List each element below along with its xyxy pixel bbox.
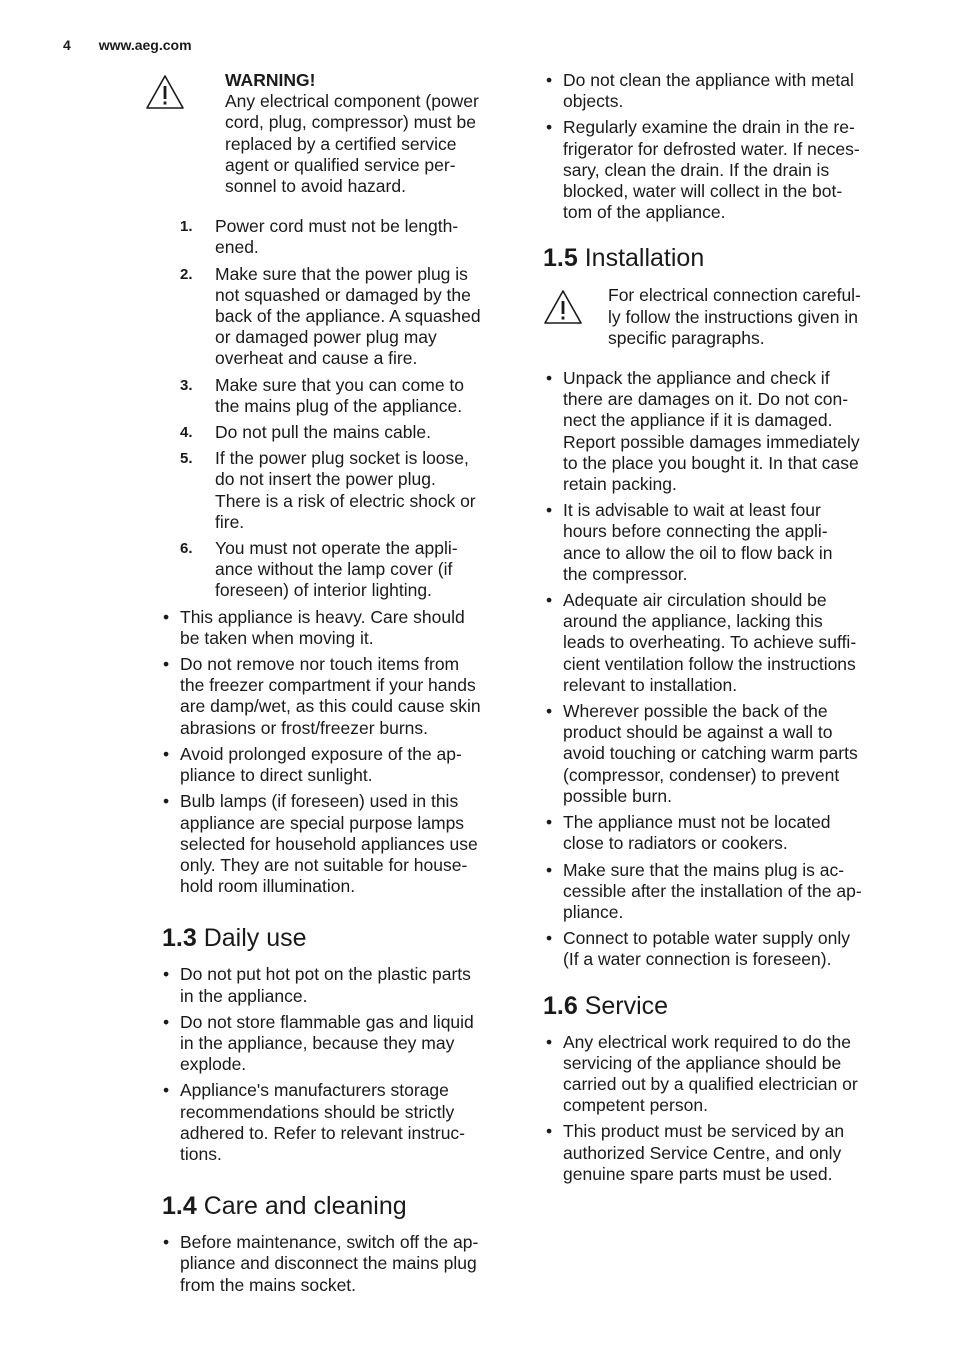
text-line: ened. [215,237,259,258]
text-line: Make sure that you can come to [215,374,465,395]
text-line: there are damages on it. Do not con- [563,389,849,410]
text-line: back of the appliance. A squashed [215,306,481,327]
bullet-icon: • [163,606,170,627]
text-line: Make sure that the power plug is [215,263,468,284]
list-item [543,928,903,970]
text-line: tom of the appliance. [563,202,726,223]
item-number: 3. [180,376,193,394]
text-line: or damaged power plug may [215,327,437,348]
text-line: frigerator for defrosted water. If neces- [563,138,860,159]
installation-note [608,285,861,349]
warning-title: WARNING! [225,70,316,90]
text-line: the compressor. [563,563,688,584]
item-number: 4. [180,424,193,442]
bullet-icon: • [546,859,553,880]
text-line: Bulb lamps (if foreseen) used in this [180,791,459,812]
list-item [145,1012,515,1076]
bullet-icon: • [163,1232,170,1253]
bullet-icon: • [163,743,170,764]
text-line: hold room illumination. [180,876,356,897]
text-line: objects. [563,91,624,112]
page-number: 4 [63,37,71,53]
list-item [145,791,515,897]
text-line: foreseen) of interior lighting. [215,580,432,601]
text-line: Do not pull the mains cable. [215,422,431,443]
text-line: are damp/wet, as this could cause skin [180,696,481,717]
text-line: Avoid prolonged exposure of the ap- [180,743,462,764]
bullet-icon: • [163,964,170,985]
list-item [145,654,515,739]
section-heading-service: 1.6 Service [543,991,669,1020]
text-line: Make sure that the mains plug is ac- [563,859,845,880]
text-line: avoid touching or catching warm parts [563,743,858,764]
text-line: tions. [180,1143,222,1164]
list-item [145,1080,515,1165]
text-line: fire. [215,511,245,532]
text-line: the mains plug of the appliance. [215,395,463,416]
warning-block [145,70,515,197]
text-line: specific paragraphs. [608,327,765,348]
section-heading-daily-use: 1.3 Daily use [162,924,307,953]
list-item [543,70,903,112]
numbered-item [145,538,515,602]
installation-list [543,368,903,970]
numbered-item [145,264,515,370]
text-line: Do not put hot pot on the plastic parts [180,964,471,985]
text-line: Do not store flammable gas and liquid [180,1011,474,1032]
text-line: relevant to installation. [563,674,738,695]
bullet-icon: • [546,70,553,90]
bullet-icon: • [546,928,553,949]
numbered-item [145,375,515,417]
item-number: 2. [180,265,193,283]
list-item [543,500,903,585]
text-line: replaced by a certified service [225,133,457,154]
text-line: Wherever possible the back of the [563,701,828,722]
text-line: cient ventilation follow the instructions [563,653,856,674]
text-line: Do not remove nor touch items from [180,654,460,675]
list-item [543,812,903,854]
page-header [63,37,192,53]
text-line: product should be against a wall to [563,722,833,743]
text-line: explode. [180,1054,247,1075]
bullet-icon: • [546,812,553,833]
warning-triangle-icon [543,285,608,349]
numbered-item [145,448,515,533]
cleaning-list [543,70,903,223]
bullet-icon: • [546,117,553,138]
bullet-icon: • [163,791,170,812]
list-item [145,607,515,649]
text-line: recommendations should be strictly [180,1101,455,1122]
list-item [145,1232,515,1296]
list-item [543,117,903,223]
text-line: Any electrical component (power [225,91,479,112]
text-line: possible burn. [563,785,672,806]
text-line: cessible after the installation of the ap- [563,880,862,901]
list-item [543,590,903,696]
text-line: pliance to direct sunlight. [180,765,373,786]
text-line: It is advisable to wait at least four [563,500,821,521]
text-line: Do not clean the appliance with metal [563,70,854,90]
list-item [543,1032,903,1117]
left-column [145,70,515,1301]
text-line: servicing of the appliance should be [563,1052,842,1073]
text-line: do not insert the power plug. [215,469,436,490]
section-heading-care: 1.4 Care and cleaning [162,1192,407,1221]
text-line: Unpack the appliance and check if [563,368,830,389]
text-line: Any electrical work required to do the [563,1031,851,1052]
bullet-icon: • [546,590,553,611]
text-line: pliance. [563,901,624,922]
text-line: This appliance is heavy. Care should [180,606,465,627]
text-line: Power cord must not be length- [215,216,459,237]
text-line: Before maintenance, switch off the ap- [180,1232,479,1253]
text-line: from the mains socket. [180,1274,357,1295]
text-line: ly follow the instructions given in [608,306,858,327]
care-list [145,1232,515,1296]
text-line: genuine spare parts must be used. [563,1163,833,1184]
text-line: sonnel to avoid hazard. [225,176,406,197]
text-line: Adequate air circulation should be [563,590,827,611]
warning-triangle-icon [145,70,225,197]
text-line: Connect to potable water supply only [563,928,850,949]
text-line: only. They are not suitable for house- [180,854,468,875]
text-line: (compressor, condenser) to prevent [563,764,840,785]
bullet-icon: • [163,1011,170,1032]
text-line: in the appliance. [180,985,308,1006]
right-column [543,70,903,1190]
website-link[interactable]: www.aeg.com [98,37,192,53]
text-line: ance to allow the oil to flow back in [563,542,833,563]
section-heading-installation: 1.5 Installation [543,244,705,273]
text-line: in the appliance, because they may [180,1032,455,1053]
text-line: Report possible damages immediately [563,431,860,452]
text-line: to the place you bought it. In that case [563,452,859,473]
item-number: 5. [180,450,193,468]
text-line: leads to overheating. To achieve suffi- [563,632,857,653]
text-line: authorized Service Centre, and only [563,1142,842,1163]
text-line: cord, plug, compressor) must be [225,112,476,133]
text-line: sary, clean the drain. If the drain is [563,159,830,180]
text-line: Regularly examine the drain in the re- [563,117,855,138]
text-line: blocked, water will collect in the bot- [563,181,843,202]
service-list [543,1032,903,1185]
list-item [543,701,903,807]
text-line: adhered to. Refer to relevant instruc- [180,1122,466,1143]
bullet-icon: • [546,1121,553,1142]
text-line: appliance are special purpose lamps [180,812,465,833]
text-line: The appliance must not be located [563,812,831,833]
item-number: 1. [180,218,193,236]
item-number: 6. [180,540,193,558]
text-line: the freezer compartment if your hands [180,675,476,696]
list-item [543,1121,903,1185]
list-item [543,860,903,924]
warning-text [225,70,515,197]
text-line: For electrical connection careful- [608,285,861,306]
bullet-icon: • [546,368,553,389]
bullet-icon: • [163,1080,170,1101]
text-line: selected for household appliances use [180,833,478,854]
text-line: (If a water connection is foreseen). [563,949,832,970]
bullet-icon: • [546,701,553,722]
numbered-list [145,216,515,601]
general-safety-list [145,607,515,898]
list-item [543,368,903,495]
text-line: abrasions or frost/freezer burns. [180,717,429,738]
text-line: Appliance's manufacturers storage [180,1080,449,1101]
numbered-item [145,422,515,443]
text-line: This product must be serviced by an [563,1121,845,1142]
text-line: not squashed or damaged by the [215,284,471,305]
text-line: retain packing. [563,474,677,495]
text-line: around the appliance, lacking this [563,611,823,632]
bullet-icon: • [163,654,170,675]
bullet-icon: • [546,1031,553,1052]
list-item [145,964,515,1006]
text-line: If the power plug socket is loose, [215,448,469,469]
text-line: pliance and disconnect the mains plug [180,1253,477,1274]
text-line: There is a risk of electric shock or [215,490,476,511]
text-line: carried out by a qualified electrician or [563,1073,858,1094]
text-line: You must not operate the appli- [215,538,458,559]
text-line: be taken when moving it. [180,627,374,648]
text-line: competent person. [563,1095,708,1116]
text-line: close to radiators or cookers. [563,833,788,854]
text-line: ance without the lamp cover (if [215,559,453,580]
installation-warning [543,285,903,349]
list-item [145,744,515,786]
text-line: nect the appliance if it is damaged. [563,410,833,431]
bullet-icon: • [546,500,553,521]
text-line: overheat and cause a fire. [215,348,418,369]
text-line: agent or qualified service per- [225,154,456,175]
text-line: hours before connecting the appli- [563,521,828,542]
daily-use-list [145,964,515,1165]
numbered-item [145,216,515,258]
